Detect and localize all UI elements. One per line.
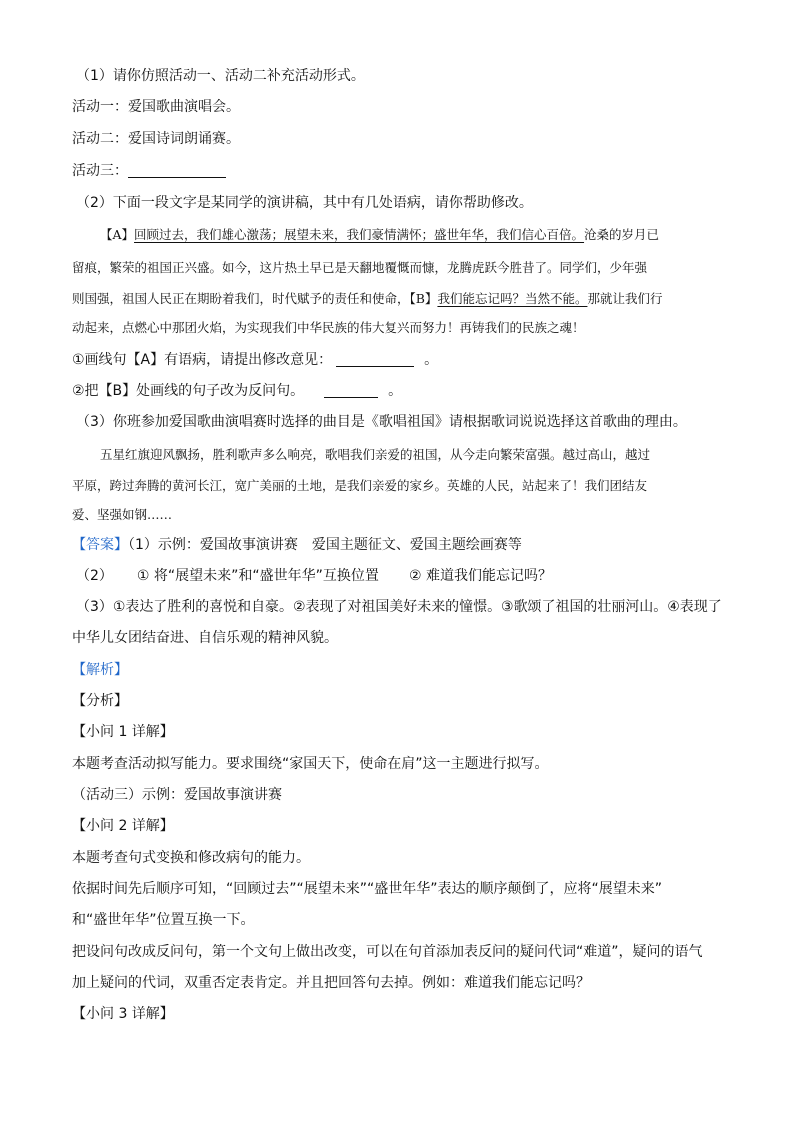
- answer-line-1: [72, 535, 522, 555]
- speech-line-3-head: 则国强，祖国人民正在期盼着我们，时代赋予的责任和使命，【B】: [72, 291, 438, 306]
- speech-line-2: 留痕，繁荣的祖国正兴盛。如今，这片热土早已是天翻地覆慨而慷，龙腾虎跃今胜昔了。同学们，少年强: [72, 260, 648, 275]
- q2-sub-2-blank[interactable]: [324, 383, 378, 398]
- speech-line-4: 动起来，点燃心中那团火焰，为实现我们中华民族的伟大复兴而努力！再铸我们的民族之魂！: [72, 320, 585, 335]
- analysis-fenxi: 【分析】: [72, 693, 128, 709]
- sub-question-1-line-1: 本题考查活动拟写能力。要求围绕“家国天下，使命在肩”这一主题进行拟写。: [72, 756, 549, 772]
- sub-question-1-title: 【小问 1 详解】: [72, 724, 174, 740]
- sub-question-1-line-2: （活动三）示例：爱国故事演讲赛: [72, 787, 282, 803]
- q1-activity-3-label: 活动三：: [72, 163, 128, 179]
- sentence-a-underlined: 回顾过去，我们雄心激荡；展望未来，我们豪情满怀；盛世年华，我们信心百倍。: [134, 227, 585, 242]
- speech-line-3: [72, 289, 662, 309]
- mark-a: 【A】: [100, 227, 135, 242]
- q2-sub-1-blank[interactable]: [336, 352, 414, 367]
- speech-line-1-tail: 沧桑的岁月已: [584, 227, 660, 242]
- answer-1-text: （1）示例：爱国故事演讲赛 爱国主题征文、爱国主题绘画赛等: [128, 537, 522, 553]
- q1-activity-3: [72, 161, 226, 181]
- answer-2-part-1: ① 将“展望未来”和“盛世年华”互换位置: [136, 568, 379, 584]
- answer-tag: 【答案】: [72, 537, 128, 553]
- answer-line-4: 中华儿女团结奋进、自信乐观的精神风貌。: [72, 630, 338, 646]
- q1-prompt: （1）请你仿照活动一、活动二补充活动形式。: [76, 68, 365, 84]
- lyric-line-3: 爱、坚强如钢……: [72, 507, 173, 522]
- q2-sub-2-text: ②把【B】处画线的句子改为反问句。: [72, 383, 305, 399]
- answer-2-part-2: ② 难道我们能忘记吗？: [408, 568, 552, 584]
- q1-answer-blank[interactable]: [128, 163, 226, 178]
- sub-question-3-title: 【小问 3 详解】: [72, 1006, 174, 1022]
- analysis-tag: 【解析】: [72, 662, 128, 678]
- q3-prompt: （3）你班参加爱国歌曲演唱赛时选择的曲目是《歌唱祖国》请根据歌词说说选择这首歌曲的理由。: [76, 414, 687, 430]
- speech-line-3-tail: 那就让我们行: [587, 291, 663, 306]
- q2-sub-2: [72, 381, 402, 401]
- sub-question-2-line-3: 和“盛世年华”位置互换一下。: [72, 912, 255, 928]
- sub-question-2-line-2: 依据时间先后顺序可知，“回顾过去”“展望未来”“盛世年华”表达的顺序颠倒了，应将“展望未来”: [72, 881, 663, 897]
- sentence-b-underlined: 我们能忘记吗？当然不能。: [437, 291, 588, 306]
- answer-line-3: （3）①表达了胜利的喜悦和自豪。②表现了对祖国美好未来的憧憬。③歌颂了祖国的壮丽河山。④表现了: [76, 599, 722, 615]
- q1-activity-2: 活动二：爱国诗词朗诵赛。: [72, 131, 240, 147]
- lyric-line-1: 五星红旗迎风飘扬，胜利歌声多么响亮，歌唱我们亲爱的祖国，从今走向繁荣富强。越过高山，越过: [100, 447, 651, 462]
- sub-question-2-title: 【小问 2 详解】: [72, 818, 174, 834]
- answer-2-num: （2）: [76, 568, 113, 584]
- sub-question-2-line-5: 加上疑问的代词，双重否定表肯定。并且把回答句去掉。例如：难道我们能忘记吗？: [72, 975, 590, 991]
- lyric-line-2: 平原，跨过奔腾的黄河长江，宽广美丽的土地，是我们亲爱的家乡。英雄的人民，站起来了！我们团结友: [72, 478, 648, 493]
- q2-sub-2-end: 。: [388, 383, 403, 399]
- q2-sub-1: [72, 350, 438, 370]
- sub-question-2-line-4: 把设问句改成反问句，第一个文句上做出改变，可以在句首添加表反问的疑问代词“难道”，疑问的语气: [72, 944, 703, 960]
- speech-line-1: [100, 225, 659, 245]
- q2-sub-1-end: 。: [424, 352, 439, 368]
- sub-question-2-line-1: 本题考查句式变换和修改病句的能力。: [72, 850, 310, 866]
- q1-activity-1: 活动一：爱国歌曲演唱会。: [72, 99, 240, 115]
- q2-prompt: （2）下面一段文字是某同学的演讲稿，其中有几处语病，请你帮助修改。: [76, 195, 533, 211]
- answer-line-2: [76, 566, 552, 586]
- q2-sub-1-text: ①画线句【A】有语病，请提出修改意见：: [72, 352, 333, 368]
